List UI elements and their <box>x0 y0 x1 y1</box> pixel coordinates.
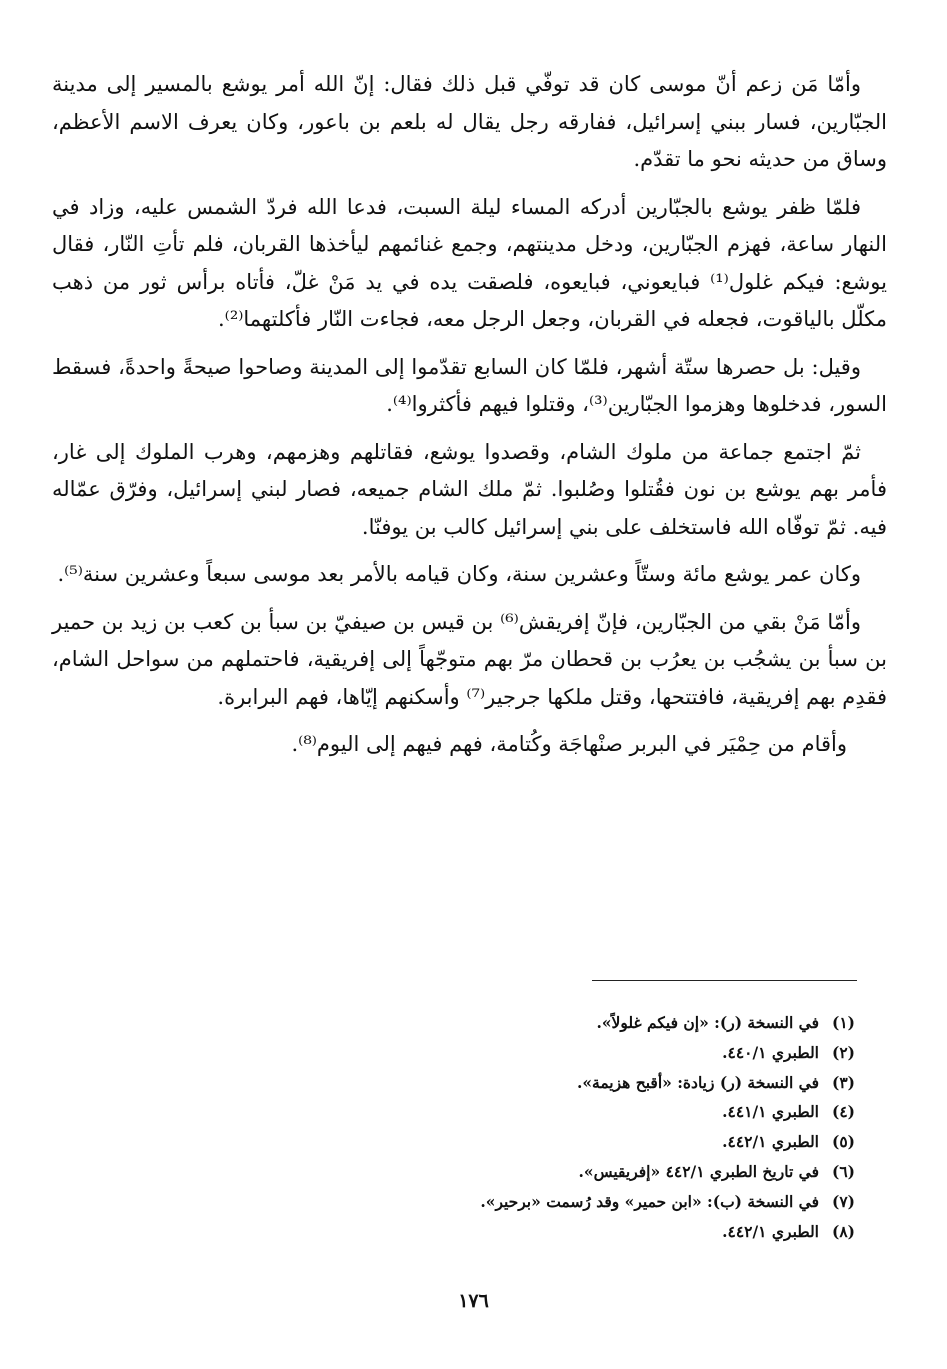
footnote-text: الطبري ٤٤٢/١. <box>722 1221 819 1241</box>
footnote-item <box>255 1038 855 1068</box>
footnote-separator <box>592 980 857 981</box>
footnote-number: (٦) <box>831 1161 855 1181</box>
footnote-item <box>255 1157 855 1187</box>
footnote-item <box>255 1127 855 1157</box>
page-number: ١٧٦ <box>458 1290 489 1312</box>
footnote-text: الطبري ٤٤٢/١. <box>722 1132 819 1152</box>
paragraph-5: وكان عمر يوشع مائة وستّاً وعشرين سنة، وكان قيامه بالأمر بعد موسى سبعاً وعشرين سنة⁽⁵⁾. <box>57 562 861 586</box>
footnote-number: (٨) <box>831 1221 855 1241</box>
footnote-number: (٢) <box>831 1042 855 1062</box>
footnote-number: (٤) <box>831 1102 855 1122</box>
footnote-number: (١) <box>831 1013 855 1032</box>
footnote-item <box>255 1008 855 1038</box>
footnote-text: في النسخة (ر) زيادة: «أقبح هزيمة». <box>576 1072 819 1092</box>
paragraph-2: فلمّا ظفر يوشع بالجبّارين أدركه المساء ليلة السبت، فدعا الله فردّ الشمس عليه، وزاد في النهار ساعة، فهزم الجبّارين، ودخل مدينتهم، وجمع غنائمهم ليأخذها القربان، فلم تأتِ النّار، فقال يوشع: فيكم غلول⁽¹⁾ فبايعوني، فبايعوه، فلصقت يده في يد مَنْ غلّ، فأتاه برأس ثور من ذهب مكلّل بالياقوت، فجعله في القربان، وجعل الرجل معه، فجاءت النّار فأكلتهما⁽²⁾. <box>52 194 887 331</box>
paragraph-4: ثمّ اجتمع جماعة من ملوك الشام، وقصدوا يوشع، فقاتلهم وهزمهم، وهرب الملوك إلى غار، فأمر بهم يوشع بن نون فقُتلوا وصُلبوا. ثمّ ملك الشام جميعه، فصار لبني إسرائيل، وفرّق عمّاله فيه. ثمّ توفّاه الله فاستخلف على بني إسرائيل كالب بن يوفنّا. <box>52 439 887 539</box>
footnote-number: (٥) <box>831 1132 855 1152</box>
main-text <box>52 66 887 774</box>
paragraph-3: وقيل: بل حصرها ستّة أشهر، فلمّا كان السابع تقدّموا إلى المدينة وصاحوا صيحةً واحدةً، فسقط السور، فدخلوها وهزموا الجبّارين⁽³⁾، وقتلوا فيهم فأكثروا⁽⁴⁾. <box>52 354 887 416</box>
footnotes-list <box>255 1008 855 1246</box>
footnote-number: (٧) <box>831 1191 855 1211</box>
footnote-item <box>255 1187 855 1217</box>
paragraph-6: وأمّا مَنْ بقي من الجبّارين، فإنّ إفريقش⁽⁶⁾ بن قيس بن صيفيّ بن سبأ بن كعب بن زيد بن حمير بن سبأ بن يشجُب بن يعرُب بن قحطان مرّ بهم متوجّهاً إلى إفريقية، فاحتملهم من سواحل الشام، فقدِم بهم إفريقية، فافتتحها، وقتل ملكها جرجير⁽⁷⁾ وأسكنهم إيّاها، فهم البرابرة. <box>52 609 887 709</box>
footnote-text: الطبري ٤٤١/١. <box>722 1102 819 1122</box>
footnote-text: في النسخة (ب): «ابن حمير» وقد رُسمت «برحير». <box>480 1191 819 1211</box>
footnote-text: الطبري ٤٤٠/١. <box>722 1042 819 1062</box>
footnote-item <box>255 1097 855 1127</box>
footnote-item <box>255 1217 855 1247</box>
paragraph-7: وأقام من حِمْيَر في البربر صنْهاجَة وكُتامة، فهم فيهم إلى اليوم⁽⁸⁾. <box>291 732 847 756</box>
footnote-text: في تاريخ الطبري ٤٤٢/١ «إفريقيس». <box>578 1161 819 1181</box>
footnote-item <box>255 1068 855 1098</box>
footnote-text: في النسخة (ر): «إن فيكم غلولاً». <box>596 1013 819 1032</box>
paragraph-1: وأمّا مَن زعم أنّ موسى كان قد توفّي قبل ذلك فقال: إنّ الله أمر يوشع بالمسير إلى مدينة الجبّارين، فسار ببني إسرائيل، ففارقه رجل يقال له بلعم بن باعور، وكان يعرف الاسم الأعظم، وساق من حديثه نحو ما تقدّم. <box>52 72 887 171</box>
footnote-number: (٣) <box>831 1072 855 1092</box>
